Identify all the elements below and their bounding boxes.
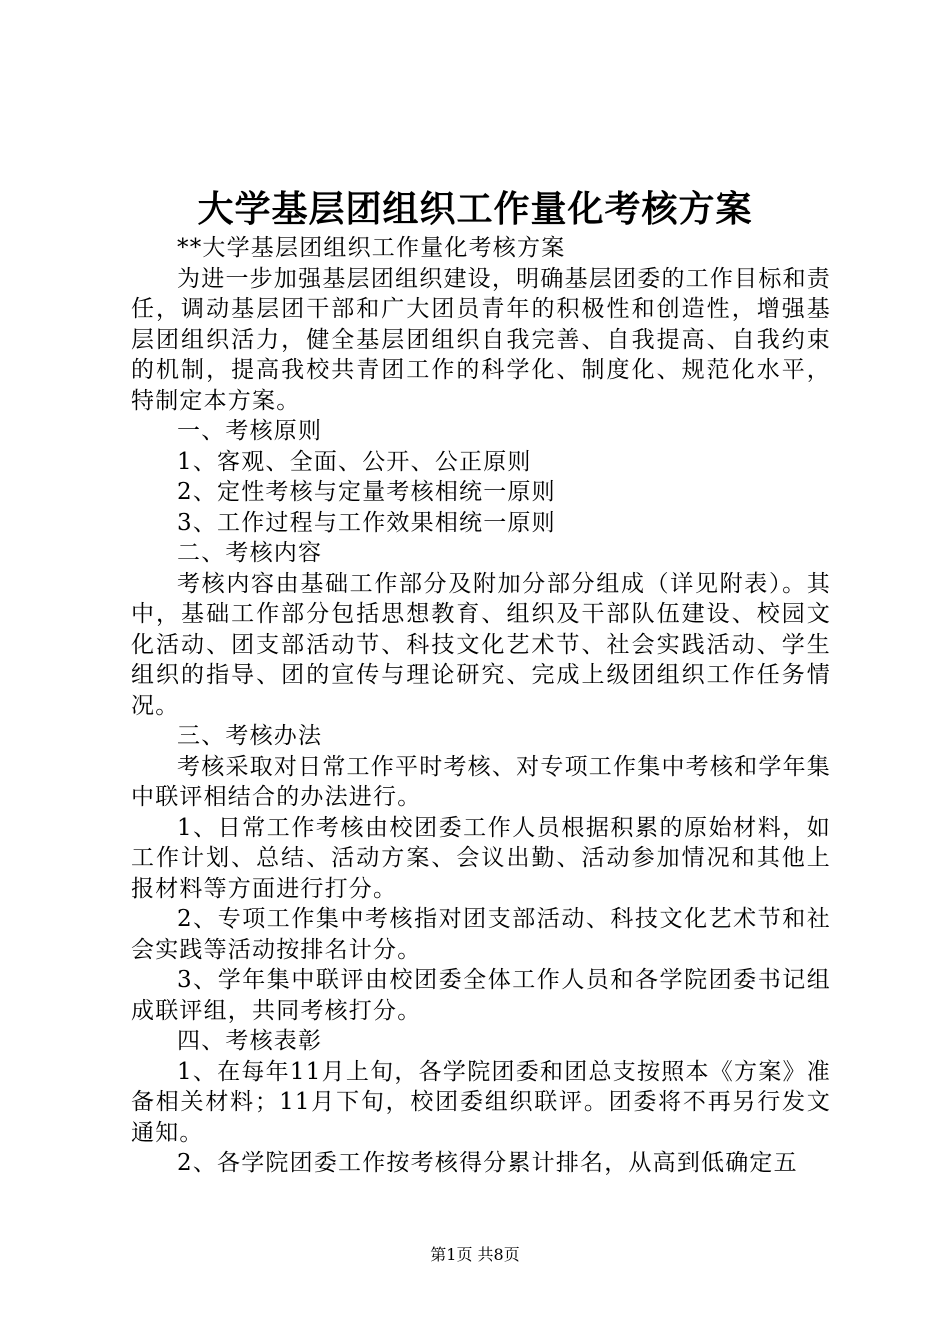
list-item: 1、日常工作考核由校团委工作人员根据积累的原始材料，如工作计划、总结、活动方案、会议出勤、活动参加情况和其他上报材料等方面进行打分。: [131, 814, 831, 902]
list-item: 1、在每年11月上旬，各学院团委和团总支按照本《方案》准备相关材料；11月下旬，校团委组织联评。团委将不再另行发文通知。: [131, 1058, 831, 1146]
list-item: 1、客观、全面、公开、公正原则: [177, 448, 532, 475]
list-item: 2、专项工作集中考核指对团支部活动、科技文化艺术节和社会实践等活动按排名计分。: [131, 906, 831, 963]
section-heading: 四、考核表彰: [177, 1028, 323, 1054]
document-title: 大学基层团组织工作量化考核方案: [197, 188, 753, 230]
list-item: 2、各学院团委工作按考核得分累计排名，从高到低确定五: [177, 1150, 798, 1176]
list-item: 2、定性考核与定量考核相统一原则: [177, 479, 556, 505]
list-item: 3、学年集中联评由校团委全体工作人员和各学院团委书记组成联评组，共同考核打分。: [131, 967, 831, 1024]
section-heading: 一、考核原则: [177, 418, 323, 444]
paragraph: 为进一步加强基层团组织建设，明确基层团委的工作目标和责任，调动基层团干部和广大团员青年的积极性和创造性，增强基层团组织活力，健全基层团组织自我完善、自我提高、自我约束的机制，提高我校共青团工作的科学化、制度化、规范化水平，特制定本方案。: [131, 265, 831, 414]
paragraph: 考核采取对日常工作平时考核、对专项工作集中考核和学年集中联评相结合的办法进行。: [131, 753, 831, 810]
paragraph: **大学基层团组织工作量化考核方案: [177, 235, 566, 261]
list-item: 3、工作过程与工作效果相统一原则: [177, 509, 556, 536]
section-heading: 二、考核内容: [177, 540, 323, 566]
paragraph: 考核内容由基础工作部分及附加分部分组成（详见附表）。其中，基础工作部分包括思想教育、组织及干部队伍建设、校园文化活动、团支部活动节、科技文化艺术节、社会实践活动、学生组织的指导、团的宣传与理论研究、完成上级团组织工作任务情况。: [131, 570, 831, 719]
page-footer: 第1页 共8页: [430, 1245, 520, 1264]
section-heading: 三、考核办法: [177, 723, 323, 749]
document-body: [131, 233, 831, 1179]
